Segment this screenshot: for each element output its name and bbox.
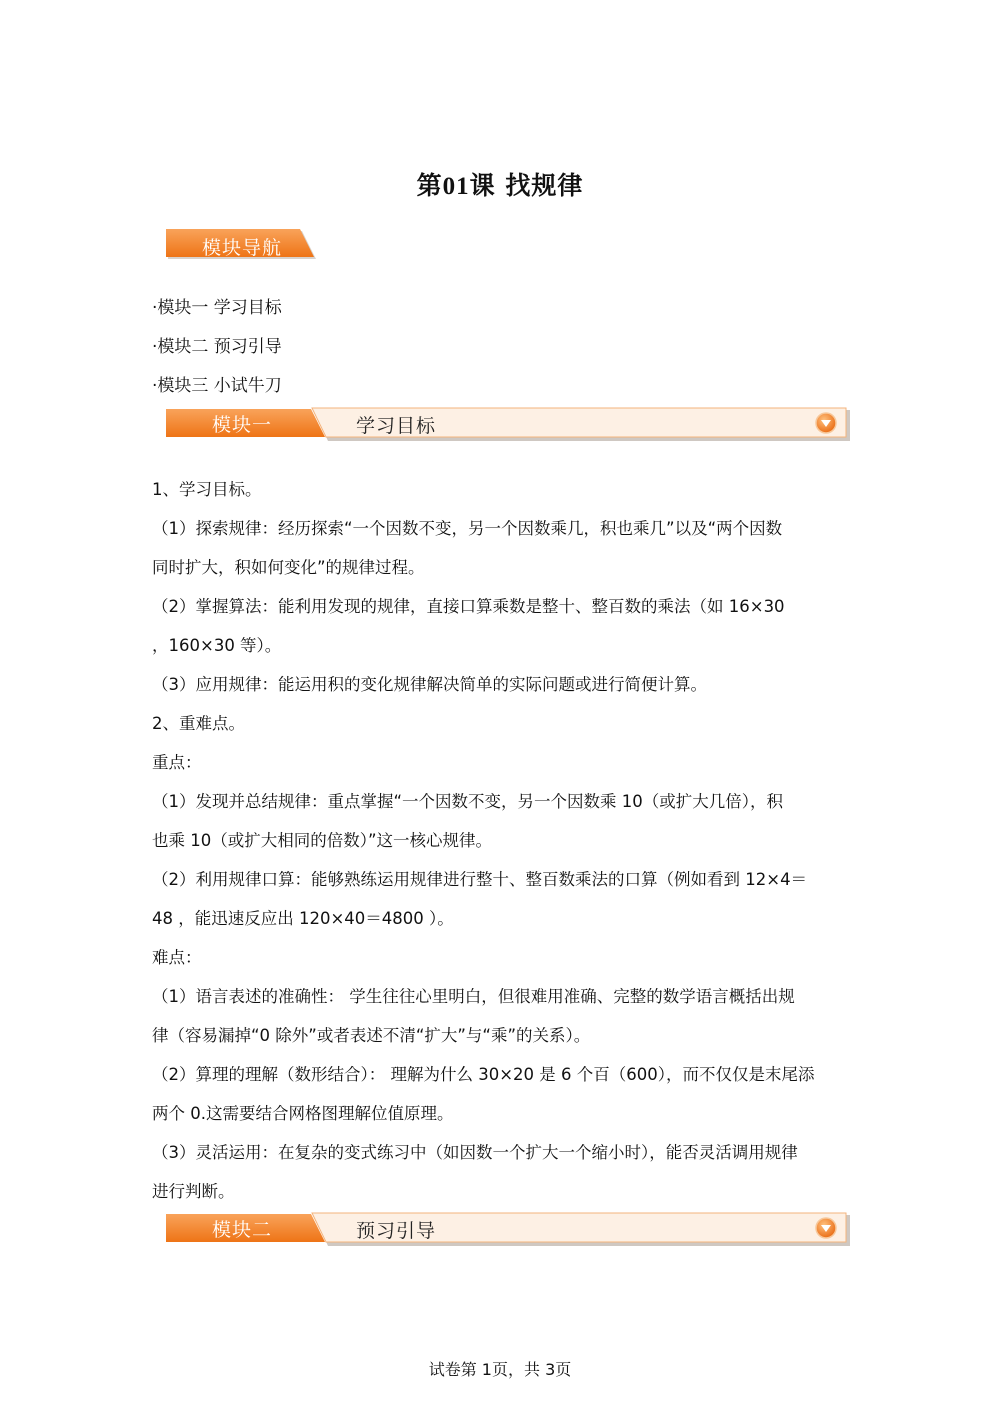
content-line: 重点： <box>152 753 202 772</box>
content-line: 律（容易漏掉“0 除外”或者表述不清“扩大”与“乘”的关系）。 <box>152 1026 591 1045</box>
content-line: 2、重难点。 <box>152 714 245 733</box>
content-line: （3）灵活运用：在复杂的变式练习中（如因数一个扩大一个缩小时），能否灵活调用规律 <box>152 1143 798 1162</box>
toc-item-module-2[interactable]: ·模块二 预习引导 <box>152 337 282 357</box>
toc-item-module-1[interactable]: ·模块一 学习目标 <box>152 298 282 318</box>
module-1-header: 模块一 学习目标 <box>166 407 850 441</box>
content-line: 难点： <box>152 948 202 967</box>
content-line: 1、学习目标。 <box>152 480 262 499</box>
content-line: 也乘 10（或扩大相同的倍数）”这一核心规律。 <box>152 831 493 850</box>
content-line: ，160×30 等）。 <box>152 636 282 655</box>
content-line: （1）语言表述的准确性： 学生往往心里明白，但很难用准确、完整的数学语言概括出规 <box>152 987 795 1006</box>
module-2-header: 模块二 预习引导 <box>166 1212 850 1246</box>
module-1-content <box>152 470 852 1211</box>
module-nav-tab: 模块导航 <box>166 228 318 261</box>
content-line: （1）发现并总结规律：重点掌握“一个因数不变，另一个因数乘 10（或扩大几倍），积 <box>152 792 784 811</box>
content-line: （2）利用规律口算：能够熟练运用规律进行整十、整百数乘法的口算（例如看到 12×4＝ <box>152 870 808 889</box>
content-line: （2）算理的理解（数形结合）： 理解为什么 30×20 是 6 个百（600），而不仅仅是末尾添 <box>152 1065 815 1084</box>
content-line: （1）探索规律：经历探索“一个因数不变，另一个因数乘几，积也乘几”以及“两个因数 <box>152 519 783 538</box>
content-line: （2）掌握算法：能利用发现的规律，直接口算乘数是整十、整百数的乘法（如 16×30 <box>152 597 785 616</box>
content-line: 进行判断。 <box>152 1182 235 1201</box>
page-title: 第01课 找规律 <box>416 171 584 200</box>
content-line: （3）应用规律：能运用积的变化规律解决简单的实际问题或进行简便计算。 <box>152 675 707 694</box>
toc-item-module-3[interactable]: ·模块三 小试牛刀 <box>152 376 282 396</box>
content-line: 两个 0.这需要结合网格图理解位值原理。 <box>152 1104 454 1123</box>
page-footer: 试卷第 1页，共 3页 <box>428 1360 572 1379</box>
content-line: 48 ，能迅速反应出 120×40＝4800 ）。 <box>152 909 454 928</box>
content-line: 同时扩大，积如何变化”的规律过程。 <box>152 558 425 577</box>
